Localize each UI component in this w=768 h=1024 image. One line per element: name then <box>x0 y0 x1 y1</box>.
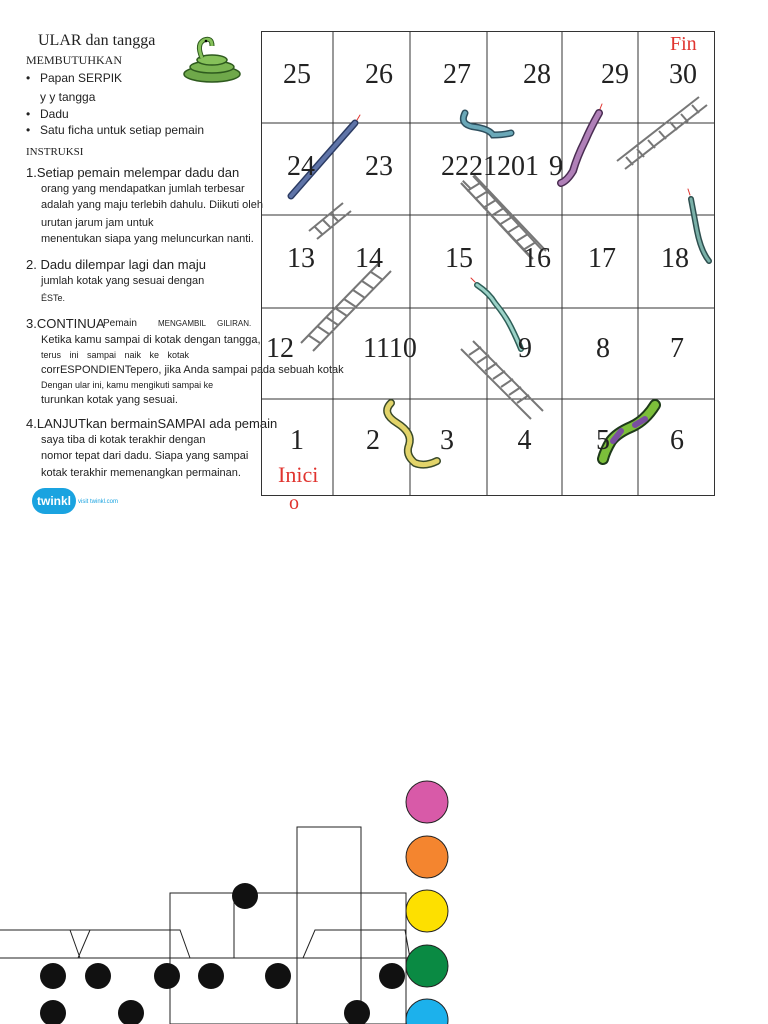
step3-text: Dengan ular ini, kamu mengikuti sampai ke <box>41 380 214 390</box>
board-cell[interactable]: 6 <box>670 425 684 456</box>
step2-text: 2. Dadu dilempar lagi dan maju <box>26 257 206 272</box>
board-cell[interactable]: 12 <box>266 333 294 364</box>
instructions-heading: INSTRUKSI <box>26 146 84 158</box>
step3-text: turunkan kotak yang sesuai. <box>41 394 178 406</box>
step2-text: jumlah kotak yang sesuai dengan <box>41 275 205 287</box>
step4-text: kotak terakhir memenangkan permainan. <box>41 467 241 479</box>
token-pink <box>406 781 448 823</box>
board-cell[interactable]: 16 <box>523 243 551 274</box>
board-cell[interactable]: 28 <box>523 59 551 90</box>
step1-text: urutan jarum jam untuk <box>41 217 154 229</box>
step1-text: menentukan siapa yang meluncurkan nanti. <box>41 233 254 245</box>
token-blue <box>406 999 448 1024</box>
step1-text: orang yang mendapatkan jumlah terbesar <box>41 183 245 195</box>
board-cell[interactable]: 23 <box>365 151 393 182</box>
board-cell[interactable]: 13 <box>287 243 315 274</box>
ladder-icon <box>309 203 351 239</box>
step3-text: GILIRAN. <box>217 319 252 328</box>
board-cell[interactable]: 29 <box>601 59 629 90</box>
board-cell[interactable]: 24 <box>287 151 315 182</box>
board-cell[interactable]: 25 <box>283 59 311 90</box>
needs-item: • Dadu <box>26 107 69 121</box>
board-cell[interactable]: 1 <box>290 425 304 456</box>
token-black <box>198 963 224 989</box>
step4-text: 4.LANJUTkan bermainSAMPAI ada pemain <box>26 416 278 431</box>
board-cell[interactable]: 1110 <box>363 333 417 364</box>
step2-text: ÉSTe. <box>41 293 66 303</box>
needs-heading: MEMBUTUHKAN <box>26 53 122 67</box>
step3-text: terus ini sampai naik ke kotak <box>41 350 190 360</box>
token-black <box>344 1000 370 1024</box>
board-cell[interactable]: 30 <box>669 59 697 90</box>
board-cell[interactable]: 9 <box>549 151 563 182</box>
page-title: ULAR dan tangga <box>38 32 156 49</box>
step3-text: corrESPONDIENTepero, jika Anda sampai pada sebuah kotak <box>41 364 344 376</box>
step3-text: Pemain <box>103 318 137 329</box>
ladder-icon <box>617 97 707 169</box>
game-board <box>261 31 715 496</box>
board-cell[interactable]: 15 <box>445 243 473 274</box>
cutout-outline <box>297 827 361 1024</box>
start-label: o <box>289 492 299 514</box>
needs-item: y y tangga <box>40 90 96 104</box>
token-orange <box>406 836 448 878</box>
step4-text: nomor tepat dari dadu. Siapa yang sampai <box>41 450 249 462</box>
needs-item: • Papan SERPIK <box>26 71 123 85</box>
token-yellow <box>406 890 448 932</box>
needs-item: • Satu ficha untuk setiap pemain <box>26 123 205 137</box>
token-black <box>154 963 180 989</box>
board-cell[interactable]: 4 <box>517 425 532 456</box>
twinkl-logo[interactable]: twinkl <box>32 488 76 514</box>
token-black <box>40 963 66 989</box>
step3-text: 3.CONTINUA <box>26 316 105 331</box>
token-black <box>265 963 291 989</box>
token-black <box>379 963 405 989</box>
board-cell[interactable]: 14 <box>355 243 383 274</box>
board-cell[interactable]: 3 <box>440 425 454 456</box>
token-black <box>118 1000 144 1024</box>
board-cell[interactable]: 2 <box>366 425 380 456</box>
board-cell[interactable]: 7 <box>670 333 684 364</box>
token-black <box>85 963 111 989</box>
board-cell[interactable]: 27 <box>443 59 471 90</box>
board-cell[interactable]: 26 <box>365 59 393 90</box>
step3-text: MENGAMBIL <box>158 319 207 328</box>
twinkl-url[interactable]: visit twinkl.com <box>78 499 119 505</box>
token-black <box>232 883 258 909</box>
board-cell[interactable]: 9 <box>518 333 532 364</box>
step3-text: Ketika kamu sampai di kotak dengan tangga, <box>41 334 261 346</box>
board-cell[interactable]: 17 <box>588 243 616 274</box>
snake-icon <box>182 34 248 84</box>
finish-label: Fin <box>670 33 697 55</box>
step1-text: 1.Setiap pemain melempar dadu dan <box>26 165 240 180</box>
token-black <box>40 1000 66 1024</box>
token-green <box>406 945 448 987</box>
token-cutout-sheet <box>0 770 768 1024</box>
board-cell[interactable]: 8 <box>596 333 610 364</box>
start-label: Inici <box>278 462 319 487</box>
step4-text: saya tiba di kotak terakhir dengan <box>41 434 206 446</box>
board-cell[interactable]: 2221201 <box>441 151 539 182</box>
step1-text: adalah yang maju terlebih dahulu. Diikuti oleh <box>41 199 263 211</box>
board-cell[interactable]: 18 <box>661 243 689 274</box>
board-cell[interactable]: 5 <box>596 425 610 456</box>
